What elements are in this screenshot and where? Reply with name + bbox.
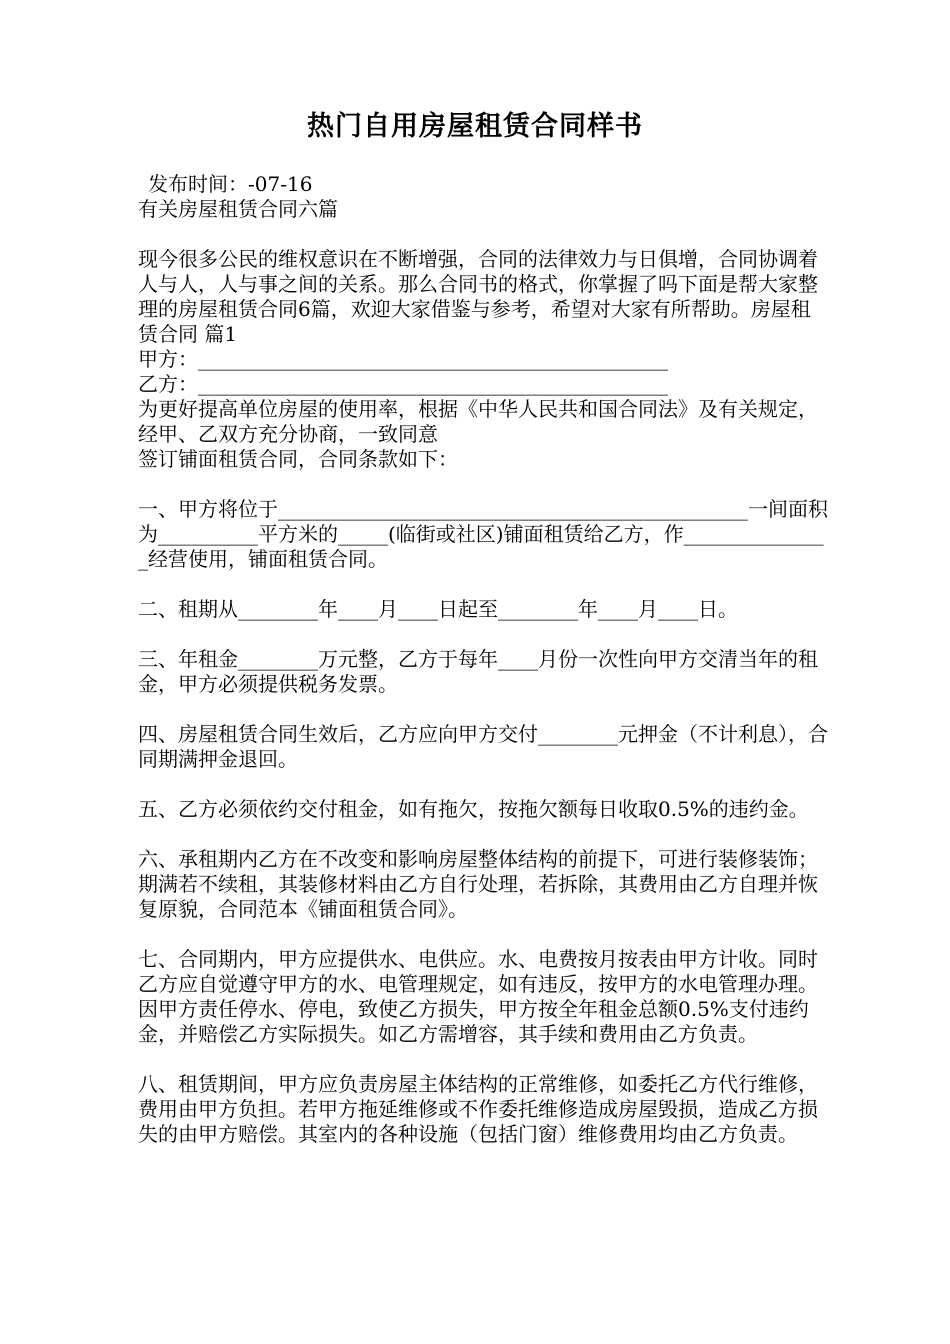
preamble-paragraph: 为更好提高单位房屋的使用率，根据《中华人民共和国合同法》及有关规定，经甲、乙双方充分协商，一致同意: [138, 397, 818, 446]
clause-5: 五、乙方必须依约交付租金，如有拖欠，按拖欠额每日收取0.5%的违约金。: [138, 797, 809, 821]
clause-7: 七、合同期内，甲方应提供水、电供应。水、电费按月按表由甲方计收。同时乙方应自觉遵守甲方的水、电管理规定，如有违反，按甲方的水电管理办理。因甲方责任停水、停电，致使乙方损失，甲方按全年租金总额0.5%支付违约金，并赔偿乙方实际损失。如乙方需增容，其手续和费用由乙方负责。: [138, 947, 818, 1046]
clause-3: 三、年租金________万元整，乙方于每年____月份一次性向甲方交清当年的租金，甲方必须提供税务发票。: [138, 647, 818, 696]
party-b-line: 乙方：_______________________________________________: [138, 372, 668, 396]
document-body: [138, 172, 828, 1147]
clause-8: 八、租赁期间，甲方应负责房屋主体结构的正常维修，如委托乙方代行维修，费用由甲方负担。若甲方拖延维修或不作委托维修造成房屋毁损，造成乙方损失的由甲方赔偿。其室内的各种设施（包括门窗）维修费用均由乙方负责。: [138, 1072, 818, 1146]
clause-1: 一、甲方将位于_______________________________________________一间面积为__________平方米的_____(临街或社区)铺面租赁给乙方，作_______________经营使用，铺面租赁合同。: [138, 497, 828, 571]
clause-2: 二、租期从________年____月____日起至________年____月____日。: [138, 597, 738, 621]
publish-time: 发布时间：-07-16: [148, 172, 313, 196]
party-a-line: 甲方：_______________________________________________: [138, 347, 668, 371]
document-title: 热门自用房屋租赁合同样书: [307, 111, 643, 142]
document-subtitle: 有关房屋租赁合同六篇: [138, 197, 338, 221]
clause-4: 四、房屋租赁合同生效后，乙方应向甲方交付________元押金（不计利息），合同期满押金退回。: [138, 722, 828, 771]
intro-paragraph: 现今很多公民的维权意识在不断增强，合同的法律效力与日俱增，合同协调着人与人，人与事之间的关系。那么合同书的格式，你掌握了吗下面是帮大家整理的房屋租赁合同6篇，欢迎大家借鉴与参考，希望对大家有所帮助。房屋租赁合同 篇1: [138, 247, 818, 346]
clause-6: 六、承租期内乙方在不改变和影响房屋整体结构的前提下，可进行装修装饰；期满若不续租，其装修材料由乙方自行处理，若拆除，其费用由乙方自理并恢复原貌，合同范本《铺面租赁合同》。: [138, 847, 818, 921]
preamble-continuation: 签订铺面租赁合同，合同条款如下：: [138, 447, 458, 471]
